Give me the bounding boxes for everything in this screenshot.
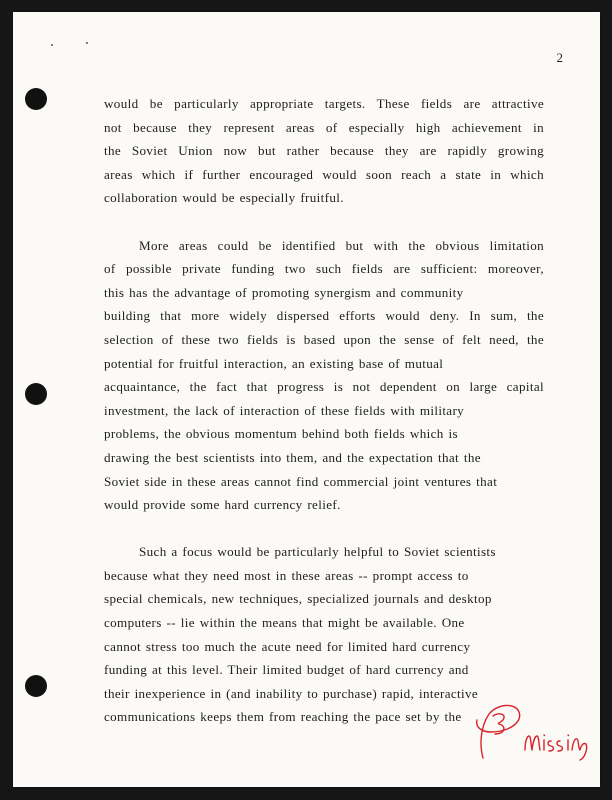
page-number: 2 xyxy=(556,50,563,65)
text-line: of possible private funding two such fields are sufficient: moreover, xyxy=(104,261,544,277)
scan-speck xyxy=(86,42,88,44)
text-line: drawing the best scientists into them, and the expectation that the xyxy=(104,449,481,465)
text-line: the Soviet Union now but rather because they are rapidly growing xyxy=(104,143,544,159)
text-line: Such a focus would be particularly helpful to Soviet scientists xyxy=(139,544,496,560)
text-line: computers -- lie within the means that might be available. One xyxy=(104,615,465,631)
text-line: More areas could be identified but with the obvious limitation xyxy=(139,237,544,253)
text-line: acquaintance, the fact that progress is not dependent on large capital xyxy=(104,379,544,395)
text-line: this has the advantage of promoting synergism and community xyxy=(104,284,464,300)
document-body xyxy=(104,92,544,729)
text-line: investment, the lack of interaction of these fields with military xyxy=(104,402,465,418)
text-line: problems, the obvious momentum behind both fields which is xyxy=(104,426,458,442)
text-line: special chemicals, new techniques, specialized journals and desktop xyxy=(104,591,492,607)
text-line: would be particularly appropriate targets. These fields are attractive xyxy=(104,96,544,111)
text-line: communications keeps them from reaching the pace set by the xyxy=(104,709,462,725)
text-line: would provide some hard currency relief. xyxy=(104,497,341,513)
text-line: selection of these two fields is based upon the sense of felt need, the xyxy=(104,331,544,347)
text-line: funding at this level. Their limited budget of hard currency and xyxy=(104,662,469,678)
text-line: cannot stress too much the acute need for limited hard currency xyxy=(104,638,471,654)
scan-speck xyxy=(51,44,53,46)
text-line: Soviet side in these areas cannot find commercial joint ventures that xyxy=(104,473,498,489)
binder-hole-top xyxy=(25,88,47,110)
text-line: because what they need most in these areas -- prompt access to xyxy=(104,567,469,583)
handwritten-annotation xyxy=(453,688,593,768)
text-line: areas which if further encouraged would soon reach a state in which xyxy=(104,166,544,182)
binder-hole-bottom xyxy=(25,675,47,697)
text-line: building that more widely dispersed efforts would deny. In sum, the xyxy=(104,308,544,324)
text-line: not because they represent areas of especially high achievement in xyxy=(104,119,544,135)
document-page xyxy=(13,12,600,787)
binder-hole-middle xyxy=(25,383,47,405)
text-line: their inexperience in (and inability to purchase) rapid, interactive xyxy=(104,685,479,701)
text-line: potential for fruitful interaction, an existing base of mutual xyxy=(104,355,444,371)
text-line: collaboration would be especially fruitful. xyxy=(104,190,344,206)
